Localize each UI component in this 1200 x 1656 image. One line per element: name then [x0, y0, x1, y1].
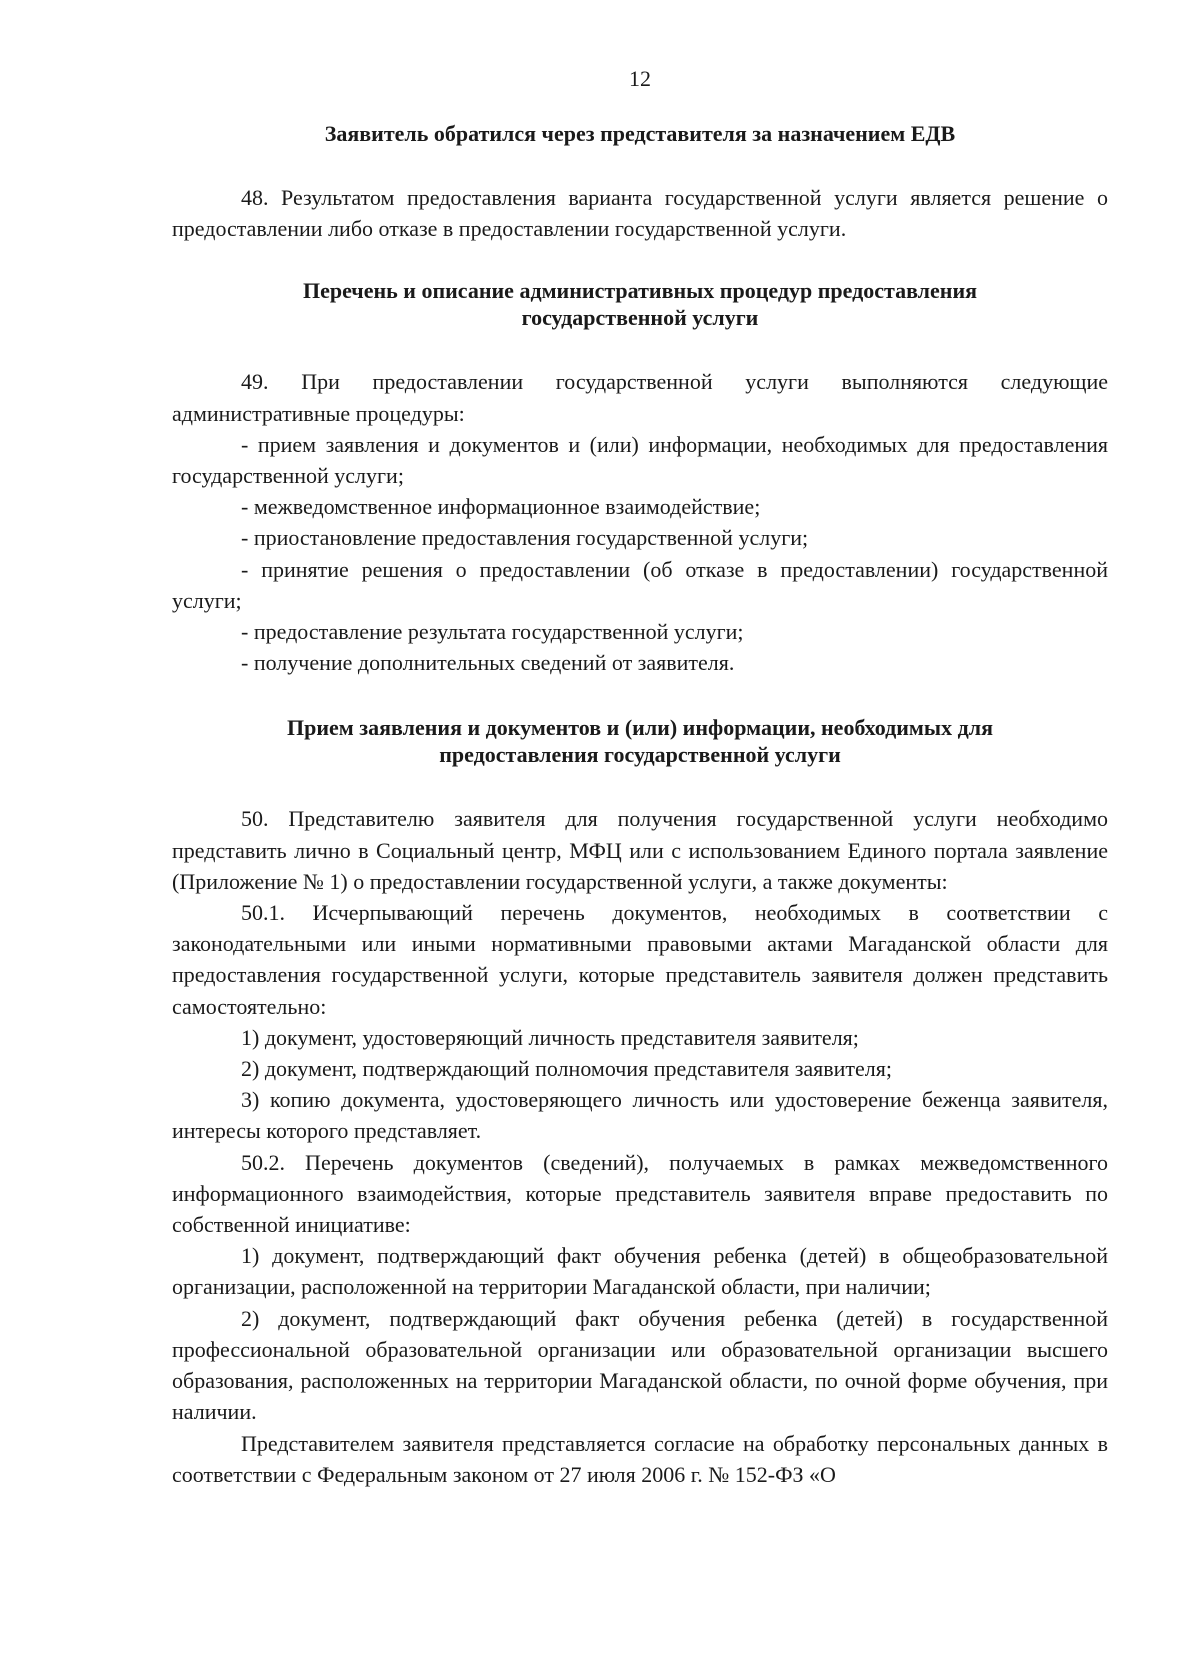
document-item: 1) документ, удостоверяющий личность представителя заявителя; [241, 1024, 859, 1050]
paragraph-50-1: 50.1. Исчерпывающий перечень документов, необходимых в соответствии с законодательными или иными нормативными правовыми актами Магаданской области для предоставления государственной услуги, которые представитель заявителя должен представить самостоятельно: [172, 900, 1108, 1019]
document-item: 2) документ, подтверждающий полномочия представителя заявителя; [241, 1056, 893, 1082]
paragraph-48: 48. Результатом предоставления варианта государственной услуги является решение о предоставлении либо отказе в предоставлении государственной услуги. [172, 185, 1108, 242]
document-page [172, 64, 1108, 1490]
procedure-item: - прием заявления и документов и (или) информации, необходимых для предоставления государственной услуги; [172, 431, 1108, 489]
section-heading-edv [172, 120, 1108, 147]
section-heading-application [172, 714, 1108, 768]
document-item: 3) копию документа, удостоверяющего личность или удостоверение беженца заявителя, интересы которого представляет. [172, 1087, 1108, 1144]
procedure-item: - получение дополнительных сведений от заявителя. [241, 650, 735, 676]
section-heading-procedures [172, 277, 1108, 331]
consent-paragraph: Представителем заявителя представляется согласие на обработку персональных данных в соответствии с Федеральным законом от 27 июля 2006 г. № 152-ФЗ «О [172, 1430, 1108, 1487]
document-item: 1) документ, подтверждающий факт обучения ребенка (детей) в общеобразовательной организации, расположенной на территории Магаданской области, при наличии; [172, 1243, 1108, 1300]
paragraph-50: 50. Представителю заявителя для получения государственной услуги необходимо представить лично в Социальный центр, МФЦ или с использованием Единого портала заявление (Приложение № 1) о предоставлении государственной услуги, а также документы: [172, 806, 1108, 894]
procedure-item: - приостановление предоставления государственной услуги; [241, 525, 809, 551]
procedure-item: - межведомственное информационное взаимодействие; [241, 494, 761, 520]
paragraph-50-2: 50.2. Перечень документов (сведений), получаемых в рамках межведомственного информационного взаимодействия, которые представитель заявителя вправе предоставить по собственной инициативе: [172, 1149, 1108, 1238]
heading-line: Заявитель обратился через представителя за назначением ЕДВ [324, 121, 956, 146]
document-item: 2) документ, подтверждающий факт обучения ребенка (детей) в государственной профессиональной образовательной организации или образовательной организации высшего образования, расположенных на территории Магаданской области, по очной форме обучения, при наличии. [172, 1305, 1108, 1425]
heading-line: Перечень и описание административных процедур предоставления [302, 278, 978, 304]
heading-line: Прием заявления и документов и (или) информации, необходимых для [287, 715, 993, 741]
procedure-item: - предоставление результата государственной услуги; [241, 619, 744, 645]
page-number: 12 [629, 66, 651, 91]
procedure-item: - принятие решения о предоставлении (об отказе в предоставлении) государственной услуги; [172, 556, 1108, 613]
paragraph-49: 49. При предоставлении государственной услуги выполняются следующие административные процедуры: [172, 369, 1108, 426]
heading-line: предоставления государственной услуги [439, 742, 841, 768]
heading-line: государственной услуги [521, 305, 759, 331]
